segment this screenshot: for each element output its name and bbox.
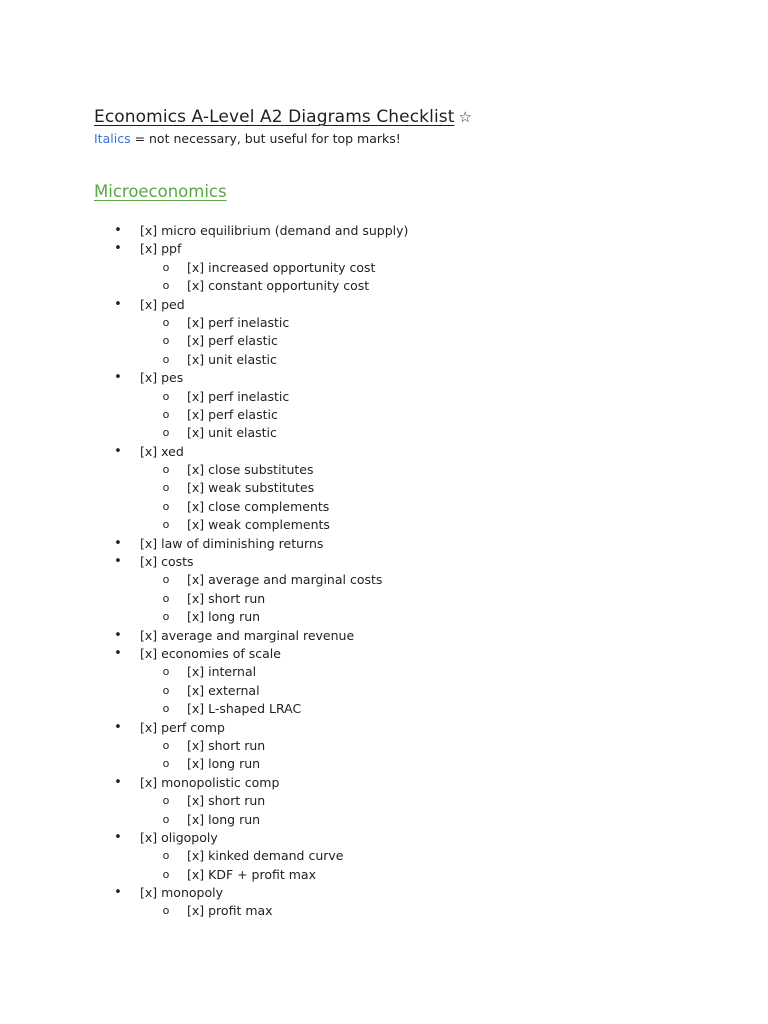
checklist-item-label: [x] monopoly	[140, 885, 223, 901]
bullet-circle-icon: o	[162, 591, 170, 605]
checklist-item-label: [x] costs	[140, 554, 194, 570]
bullet-circle-icon: o	[162, 426, 170, 440]
italics-note-keyword: Italics	[94, 131, 131, 146]
checklist-item-label: [x] ped	[140, 296, 185, 312]
bullet-circle-icon: o	[162, 499, 170, 513]
document-title	[94, 106, 472, 128]
checklist-item-label: [x] constant opportunity cost	[187, 278, 370, 294]
bullet-circle-icon: o	[162, 812, 170, 826]
checklist-item-label: [x] perf inelastic	[187, 388, 290, 404]
checklist-subitem	[0, 259, 768, 277]
bullet-disc-icon: •	[114, 719, 122, 735]
checklist-subitem	[0, 811, 768, 829]
checklist-subitem	[0, 332, 768, 350]
bullet-disc-icon: •	[114, 645, 122, 661]
checklist-subitem	[0, 277, 768, 295]
bullet-circle-icon: o	[162, 573, 170, 587]
checklist-item-label: [x] close complements	[187, 498, 330, 514]
checklist-item-label: [x] external	[187, 682, 260, 698]
checklist-subitem	[0, 498, 768, 516]
diagram-checklist	[0, 222, 768, 921]
checklist-item-label: [x] oligopoly	[140, 829, 218, 845]
checklist-item-label: [x] unit elastic	[187, 425, 277, 441]
checklist-item-label: [x] L-shaped LRAC	[187, 701, 302, 717]
checklist-item-label: [x] long run	[187, 609, 261, 625]
checklist-item-label: [x] perf comp	[140, 719, 225, 735]
checklist-item-label: [x] economies of scale	[140, 645, 281, 661]
checklist-subitem	[0, 700, 768, 718]
bullet-disc-icon: •	[114, 223, 122, 238]
checklist-item	[0, 645, 768, 663]
checklist-subitem	[0, 388, 768, 406]
checklist-subitem	[0, 755, 768, 773]
checklist-item	[0, 369, 768, 387]
italics-note	[94, 130, 401, 148]
checklist-item	[0, 443, 768, 461]
bullet-circle-icon: o	[162, 757, 170, 771]
bullet-circle-icon: o	[162, 352, 170, 366]
bullet-circle-icon: o	[162, 665, 170, 679]
bullet-circle-icon: o	[162, 518, 170, 532]
italics-note-text: = not necessary, but useful for top marks!	[130, 131, 401, 146]
bullet-circle-icon: o	[162, 702, 170, 716]
checklist-item-label: [x] weak substitutes	[187, 480, 315, 496]
bullet-circle-icon: o	[162, 849, 170, 863]
checklist-item-label: [x] kinked demand curve	[187, 848, 344, 864]
checklist-item	[0, 774, 768, 792]
checklist-item-label: [x] short run	[187, 737, 266, 753]
checklist-item	[0, 535, 768, 553]
checklist-item-label: [x] monopolistic comp	[140, 774, 280, 790]
bullet-disc-icon: •	[114, 829, 122, 845]
checklist-subitem	[0, 571, 768, 589]
bullet-circle-icon: o	[162, 389, 170, 403]
star-icon: ☆	[458, 108, 473, 126]
checklist-subitem	[0, 424, 768, 442]
bullet-circle-icon: o	[162, 260, 170, 274]
checklist-subitem	[0, 902, 768, 920]
checklist-subitem	[0, 682, 768, 700]
checklist-subitem	[0, 461, 768, 479]
checklist-item-label: [x] perf inelastic	[187, 314, 290, 330]
checklist-item-label: [x] micro equilibrium (demand and supply)	[140, 223, 409, 238]
checklist-item-label: [x] long run	[187, 811, 261, 827]
checklist-item-label: [x] short run	[187, 793, 266, 809]
checklist-item-label: [x] long run	[187, 756, 261, 772]
checklist-item-label: [x] short run	[187, 590, 266, 606]
checklist-item-label: [x] internal	[187, 664, 257, 680]
checklist-subitem	[0, 314, 768, 332]
checklist-item-label: [x] law of diminishing returns	[140, 535, 324, 551]
bullet-disc-icon: •	[114, 296, 122, 312]
checklist-item-label: [x] xed	[140, 443, 184, 459]
bullet-circle-icon: o	[162, 904, 170, 918]
checklist-subitem	[0, 351, 768, 369]
bullet-disc-icon: •	[114, 370, 122, 386]
checklist-item-label: [x] close substitutes	[187, 462, 314, 478]
checklist-item	[0, 884, 768, 902]
checklist-item	[0, 627, 768, 645]
checklist-subitem	[0, 866, 768, 884]
checklist-item-label: [x] perf elastic	[187, 406, 278, 422]
document-title-text: Economics A-Level A2 Diagrams Checklist	[94, 107, 455, 127]
checklist-subitem	[0, 479, 768, 497]
bullet-circle-icon: o	[162, 867, 170, 881]
checklist-subitem	[0, 792, 768, 810]
bullet-disc-icon: •	[114, 627, 122, 643]
checklist-subitem	[0, 406, 768, 424]
checklist-item-label: [x] perf elastic	[187, 333, 278, 349]
bullet-disc-icon: •	[114, 241, 122, 257]
checklist-subitem	[0, 608, 768, 626]
bullet-disc-icon: •	[114, 443, 122, 459]
checklist-item-label: [x] increased opportunity cost	[187, 259, 376, 275]
checklist-item	[0, 719, 768, 737]
bullet-disc-icon: •	[114, 774, 122, 790]
checklist-item-label: [x] ppf	[140, 241, 182, 257]
bullet-disc-icon: •	[114, 535, 122, 551]
bullet-circle-icon: o	[162, 407, 170, 421]
checklist-item	[0, 296, 768, 314]
checklist-item-label: [x] average and marginal revenue	[140, 627, 355, 643]
checklist-item-label: [x] average and marginal costs	[187, 572, 383, 588]
checklist-item	[0, 829, 768, 847]
checklist-item-label: [x] unit elastic	[187, 351, 277, 367]
bullet-circle-icon: o	[162, 334, 170, 348]
section-heading-microeconomics: Microeconomics	[94, 182, 227, 201]
checklist-item	[0, 553, 768, 571]
bullet-circle-icon: o	[162, 610, 170, 624]
checklist-item-label: [x] profit max	[187, 903, 273, 919]
checklist-item-label: [x] weak complements	[187, 517, 330, 533]
checklist-subitem	[0, 590, 768, 608]
bullet-circle-icon: o	[162, 315, 170, 329]
checklist-subitem	[0, 516, 768, 534]
checklist-item	[0, 222, 768, 240]
checklist-subitem	[0, 847, 768, 865]
bullet-circle-icon: o	[162, 481, 170, 495]
bullet-disc-icon: •	[114, 885, 122, 901]
checklist-item-label: [x] KDF + profit max	[187, 866, 316, 882]
checklist-item	[0, 240, 768, 258]
bullet-circle-icon: o	[162, 683, 170, 697]
bullet-circle-icon: o	[162, 794, 170, 808]
bullet-disc-icon: •	[114, 554, 122, 570]
bullet-circle-icon: o	[162, 279, 170, 293]
checklist-item-label: [x] pes	[140, 370, 184, 386]
bullet-circle-icon: o	[162, 463, 170, 477]
bullet-circle-icon: o	[162, 738, 170, 752]
checklist-subitem	[0, 663, 768, 681]
checklist-subitem	[0, 737, 768, 755]
